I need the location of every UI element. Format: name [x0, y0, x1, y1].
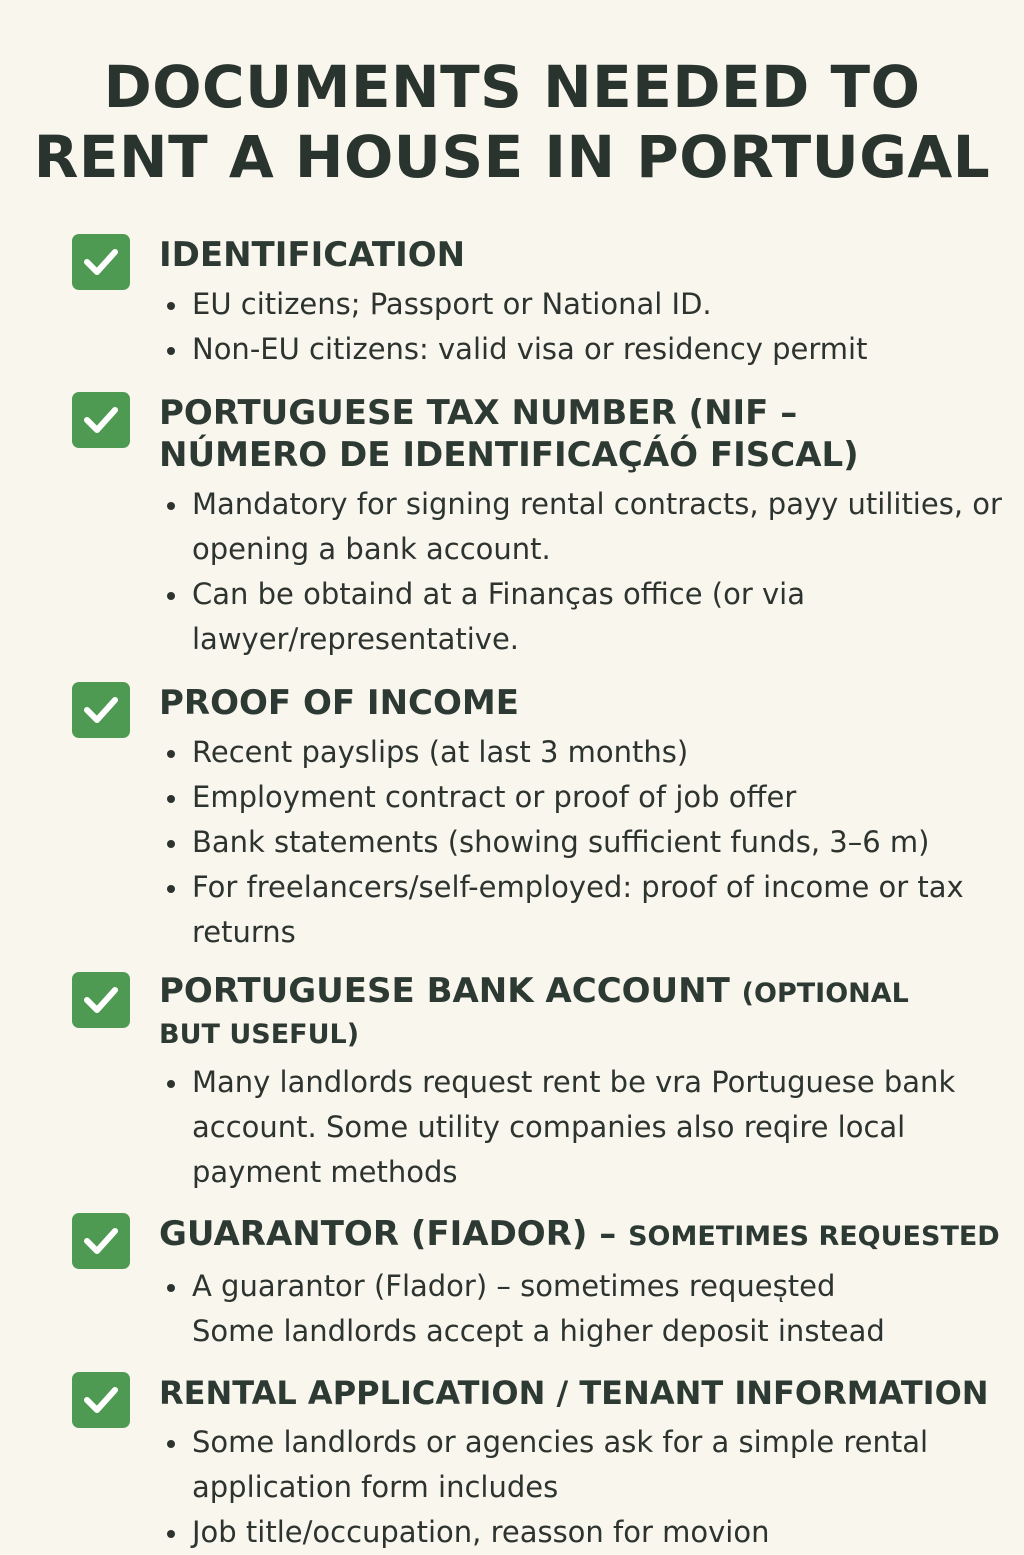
bullet-list — [159, 1420, 1019, 1555]
heading-sub-2: BUT USEFUL) — [159, 1019, 360, 1050]
list-item: Some landlords or agencies ask for a simple rental application form includes — [159, 1420, 1019, 1510]
list-item: Bank statements (showing sufficient funds, 3–6 m) — [159, 820, 1019, 865]
heading-main: PORTUGUESE BANK ACCOUNT — [159, 971, 730, 1011]
bullet-list — [159, 1060, 1019, 1195]
bullet-list — [159, 282, 1019, 372]
checkbox-check-icon — [72, 392, 130, 448]
heading-sub-1: (OPTIONAL — [741, 978, 909, 1009]
heading-sub: SOMETIMES REQUESTED — [628, 1221, 1000, 1252]
checkbox-check-icon — [72, 234, 130, 290]
section-heading: PROOF OF INCOME — [159, 683, 519, 723]
list-item: Some landlords accept a higher deposit instead — [192, 1314, 885, 1348]
bullet-list — [159, 482, 1019, 662]
heading-main: GUARANTOR (FIADOR) – — [159, 1214, 617, 1254]
bullet-list — [159, 1264, 1019, 1354]
heading-line-1: PORTUGUESE TAX NUMBER (NIF – — [159, 393, 798, 433]
checkbox-check-icon — [72, 1372, 130, 1428]
list-item: Can be obtaind at a Finanças office (or via lawyer/representative. — [159, 572, 1019, 662]
section-heading — [159, 972, 1019, 1054]
list-item: Employment contract or proof of job offer — [159, 775, 1019, 820]
list-item: Mandatory for signing rental contracts, payy utilities, or opening a bank account. — [159, 482, 1019, 572]
section-heading — [159, 392, 1019, 476]
checkbox-check-icon — [72, 972, 130, 1028]
section-heading — [159, 1213, 1019, 1258]
bullet-list — [159, 730, 1019, 955]
list-item: For freelancers/self-employed: proof of income or tax returns — [159, 865, 1019, 955]
list-item: A guarantor (Flador) – sometimes requesͅted — [159, 1264, 1019, 1309]
page-title — [0, 52, 1024, 192]
list-item: Non-EU citizens: valid visa or residency permit — [159, 327, 1019, 372]
heading-line-2: NÚMERO DE IDENTIFICAÇÁÓ FISCAL) — [159, 435, 859, 475]
list-item: Recent payslips (at last 3 months) — [159, 730, 1019, 775]
checkbox-check-icon — [72, 1213, 130, 1269]
section-heading: RENTAL APPLICATION / TENANT INFORMATION — [159, 1374, 989, 1412]
list-item: EU citizens; Passport or National ID. — [159, 282, 1019, 327]
title-line-1: DOCUMENTS NEEDED TO — [103, 53, 921, 121]
title-line-2: RENT A HOUSE IN PORTUGAL — [33, 123, 991, 191]
list-item: Many landlords request rent be vra Portuguese bank account. Some utility companies also reqire local payment methods — [159, 1060, 1019, 1195]
checkbox-check-icon — [72, 682, 130, 738]
list-item: Job title/occupation, reasson for movion — [159, 1510, 1019, 1555]
section-heading: IDENTIFICATION — [159, 235, 466, 275]
